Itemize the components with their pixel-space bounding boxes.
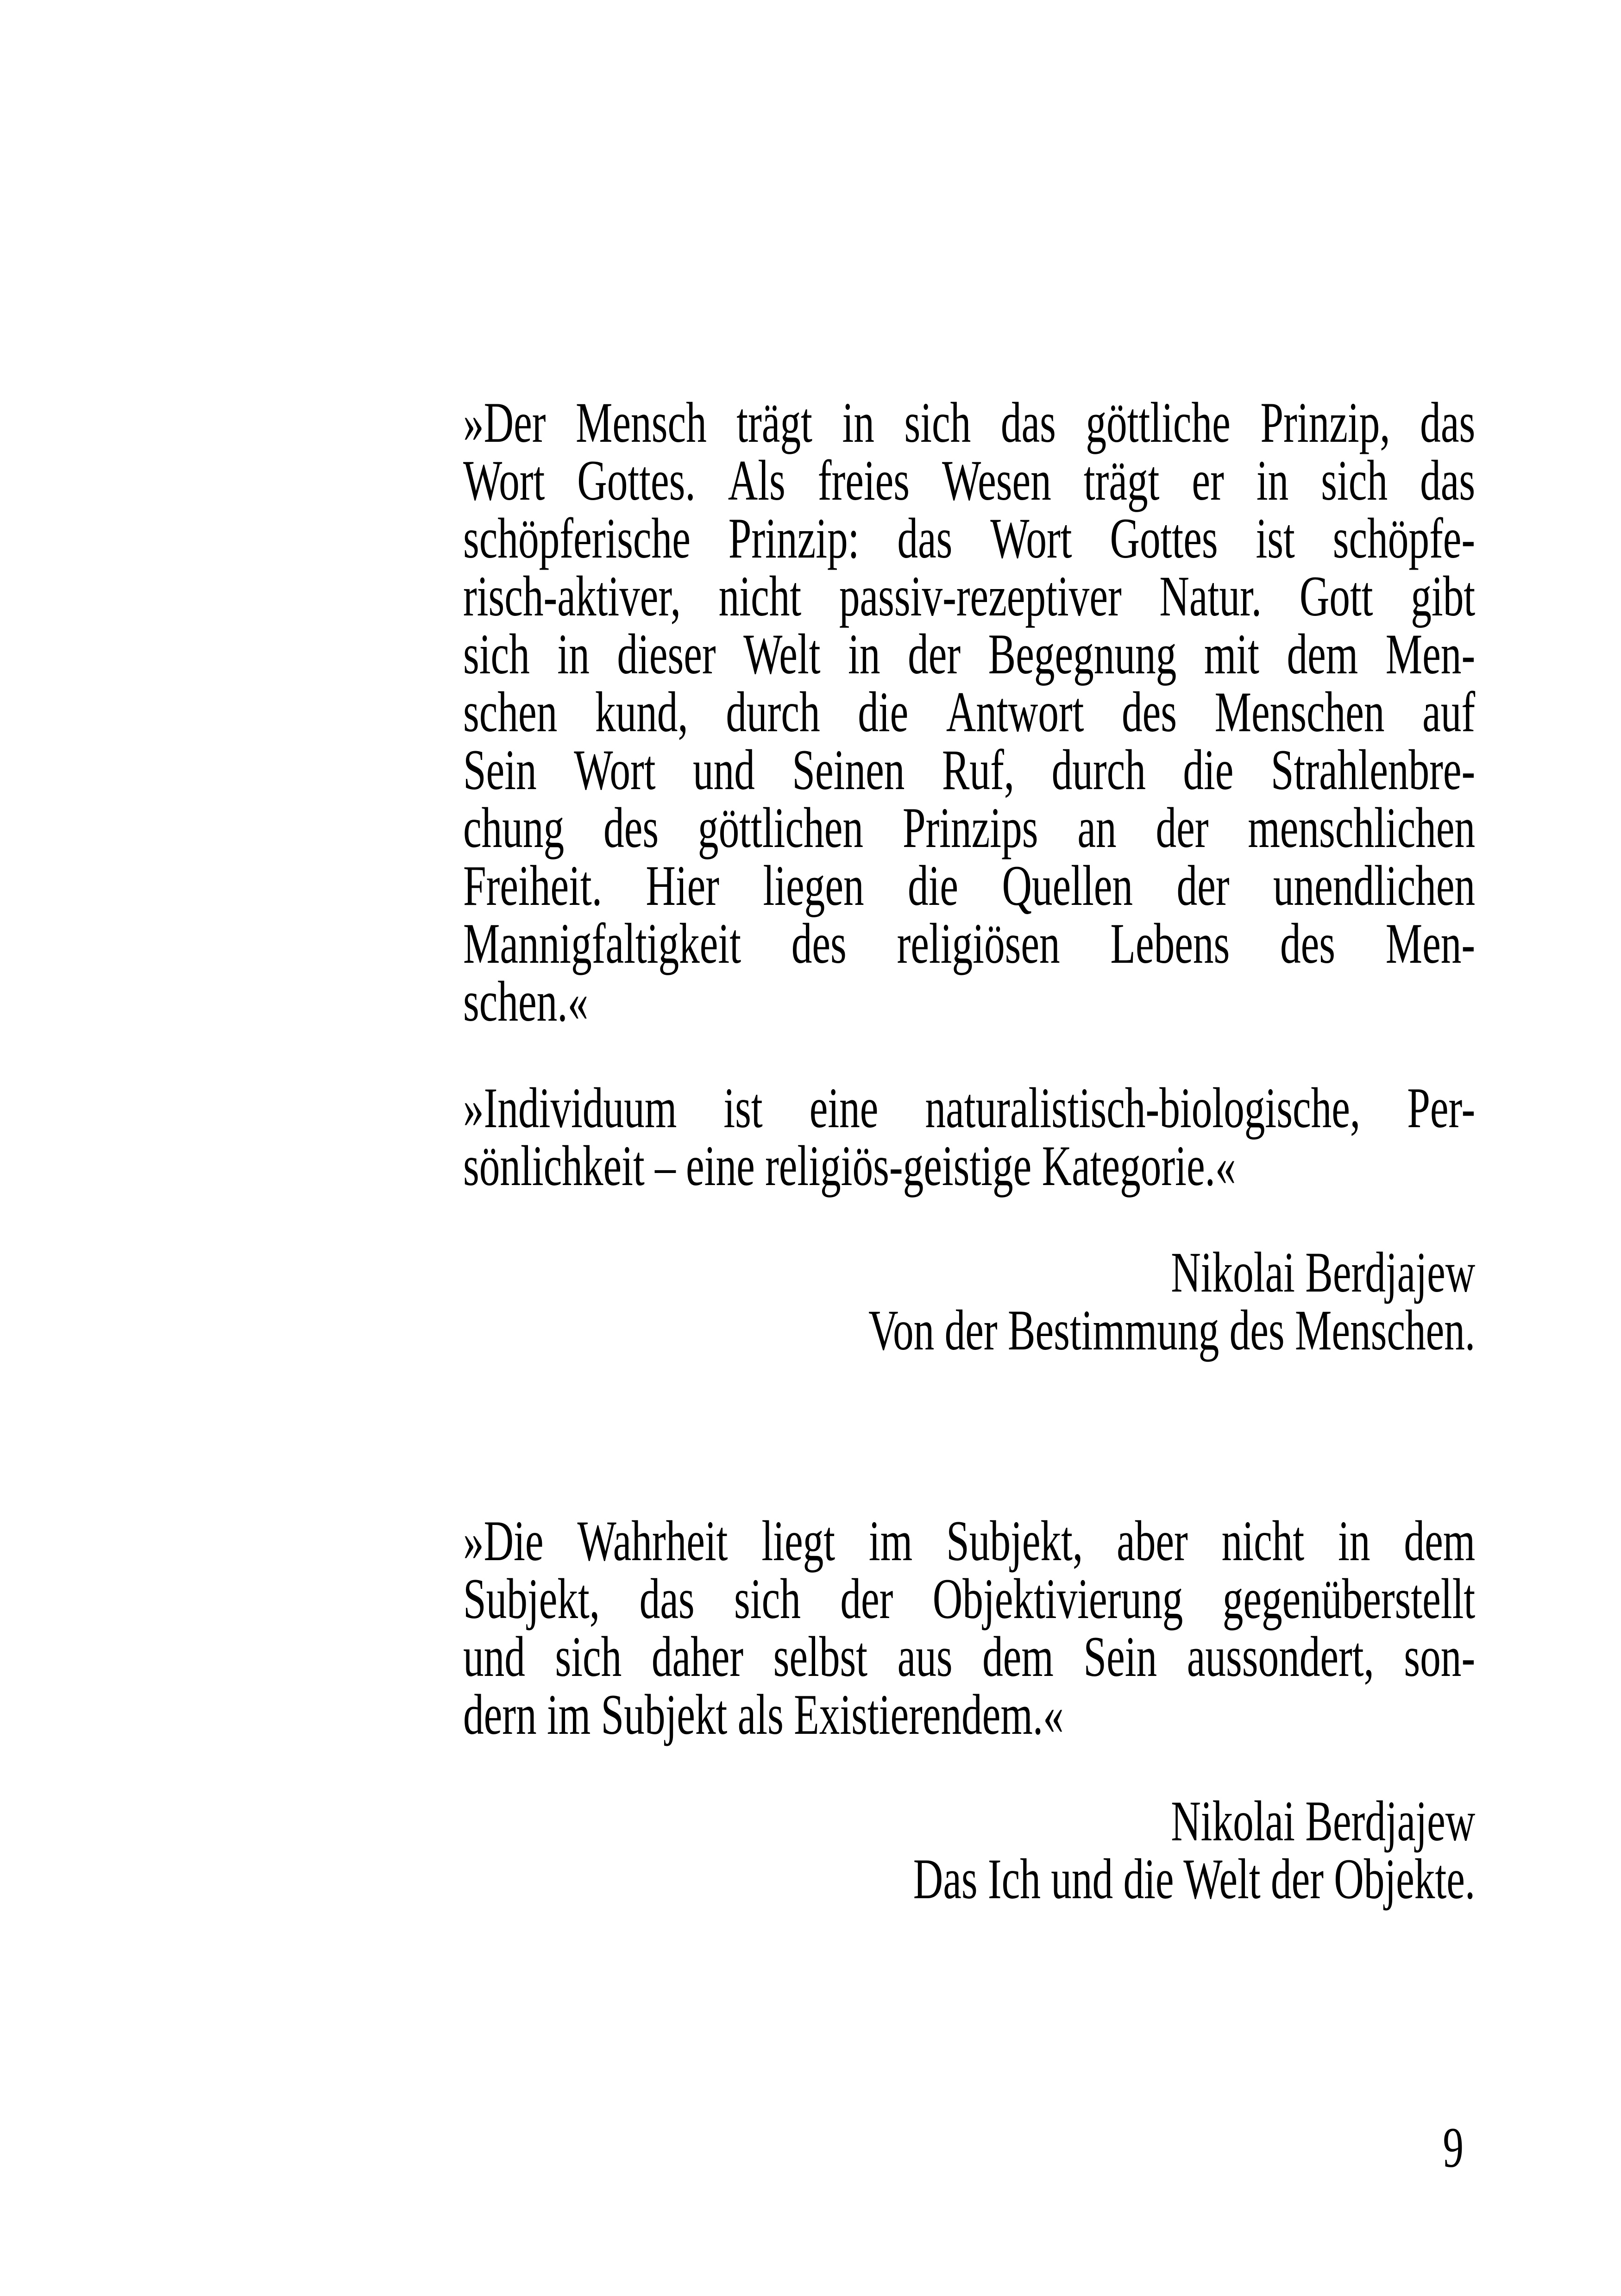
quote-line: Subjekt, das sich der Objektivierung gegenüberstellt xyxy=(463,1567,1476,1631)
page-number: 9 xyxy=(1443,2116,1464,2179)
quote-line: schöpferische Prinzip: das Wort Gottes ist schöpfe- xyxy=(463,507,1476,570)
quote-line: schen.« xyxy=(463,970,589,1033)
quote-block-3 xyxy=(463,1509,1476,1746)
attribution-2 xyxy=(463,1789,1476,1911)
quote-line: risch-aktiver, nicht passiv-rezeptiver Natur. Gott gibt xyxy=(463,565,1476,628)
quote-line: Freiheit. Hier liegen die Quellen der unendlichen xyxy=(463,854,1476,917)
quote-line: und sich daher selbst aus dem Sein aussondert, son- xyxy=(463,1625,1476,1688)
quote-block-1 xyxy=(463,391,1476,1033)
quote-line: sich in dieser Welt in der Begegnung mit dem Men- xyxy=(463,622,1476,686)
quote-block-2 xyxy=(463,1076,1476,1198)
quote-line: »Individuum ist eine naturalistisch-biologische, Per- xyxy=(463,1076,1476,1140)
attribution-author: Nikolai Berdjajew xyxy=(1171,1241,1476,1304)
quote-line: »Der Mensch trägt in sich das göttliche Prinzip, das xyxy=(463,391,1476,454)
quote-line: »Die Wahrheit liegt im Subjekt, aber nicht in dem xyxy=(463,1509,1476,1573)
attribution-1 xyxy=(463,1241,1476,1362)
quote-line: sönlichkeit – eine religiös-geistige Kategorie.« xyxy=(463,1134,1236,1198)
text-column xyxy=(463,391,1476,2179)
quote-line: dern im Subjekt als Existierendem.« xyxy=(463,1683,1064,1746)
attribution-work: Das Ich und die Welt der Objekte. xyxy=(913,1847,1476,1911)
quote-line: schen kund, durch die Antwort des Menschen auf xyxy=(463,680,1476,744)
quote-line: Wort Gottes. Als freies Wesen trägt er in sich das xyxy=(463,449,1476,512)
attribution-work: Von der Bestimmung des Menschen. xyxy=(868,1299,1476,1362)
quote-line: chung des göttlichen Prinzips an der menschlichen xyxy=(463,796,1476,859)
attribution-author: Nikolai Berdjajew xyxy=(1171,1789,1476,1853)
quote-line: Sein Wort und Seinen Ruf, durch die Strahlenbre- xyxy=(463,738,1476,802)
quote-line: Mannigfaltigkeit des religiösen Lebens des Men- xyxy=(463,912,1476,975)
